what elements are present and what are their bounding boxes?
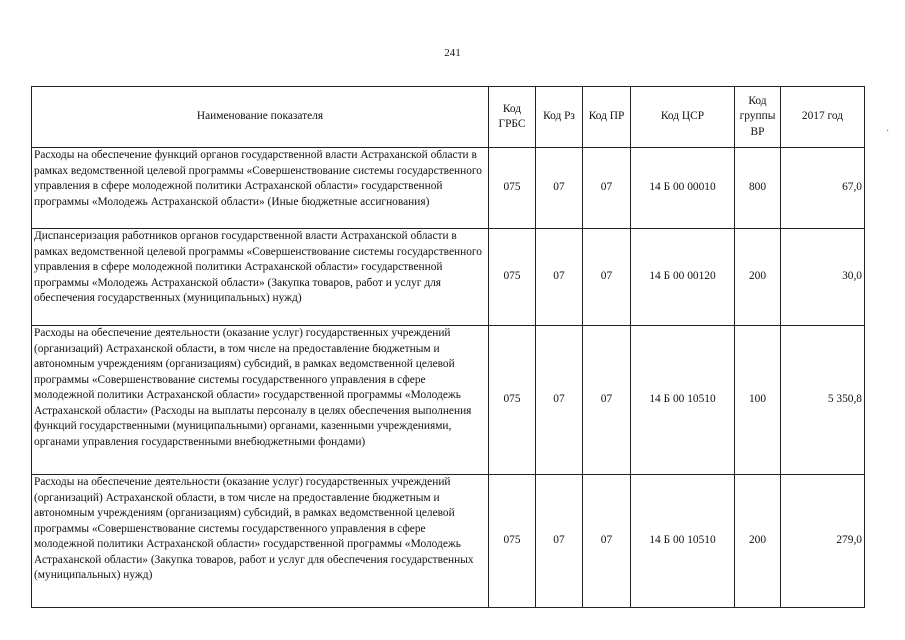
table-header-row [32, 87, 865, 148]
row-rz: 07 [536, 326, 583, 475]
row-amount: 279,0 [781, 475, 865, 608]
row-amount: 30,0 [781, 229, 865, 326]
row-name: Диспансеризация работников органов государственной власти Астраханской области в рамках ведомственной целевой программы «Совершенствование системы государственного управления в сфере молодежной политики Астраханской области» государственной программы «Молодежь Астраханской области» (Закупка товаров, работ и услуг для обеспечения государственных (муниципальных) нужд) [32, 229, 489, 326]
header-pr: Код ПР [583, 87, 631, 148]
header-grbs: Код ГРБС [489, 87, 536, 148]
budget-table [31, 86, 865, 608]
row-csr: 14 Б 00 10510 [631, 326, 735, 475]
row-csr: 14 Б 00 00120 [631, 229, 735, 326]
page-number: 241 [444, 47, 461, 59]
header-vr: Код группы ВР [735, 87, 781, 148]
header-csr: Код ЦСР [631, 87, 735, 148]
table-row [32, 229, 865, 326]
row-grbs: 075 [489, 475, 536, 608]
row-pr: 07 [583, 229, 631, 326]
row-vr: 100 [735, 326, 781, 475]
row-rz: 07 [536, 475, 583, 608]
row-csr: 14 Б 00 00010 [631, 148, 735, 229]
row-vr: 200 [735, 229, 781, 326]
header-year: 2017 год [781, 87, 865, 148]
row-grbs: 075 [489, 148, 536, 229]
row-vr: 200 [735, 475, 781, 608]
row-name: Расходы на обеспечение функций органов государственной власти Астраханской области в рамках ведомственной целевой программы «Совершенствование системы государственного управления в сфере молодежной политики Астраханской области» государственной программы «Молодежь Астраханской области» (Иные бюджетные ассигнования) [32, 148, 489, 229]
row-name: Расходы на обеспечение деятельности (оказание услуг) государственных учреждений (организаций) Астраханской области, в том числе на предоставление бюджетным и автономным учреждениям (организациям) субсидий, в рамках ведомственной целевой программы «Совершенствование системы государственного управления в сфере молодежной политики Астраханской области» государственной программы «Молодежь Астраханской области» (Расходы на выплаты персоналу в целях обеспечения выполнения функций государственными (муниципальными) органами, казенными учреждениями, органами управления государственными внебюджетными фондами) [32, 326, 489, 475]
row-pr: 07 [583, 475, 631, 608]
row-pr: 07 [583, 148, 631, 229]
row-amount: 5 350,8 [781, 326, 865, 475]
header-name: Наименование показателя [32, 87, 489, 148]
row-csr: 14 Б 00 10510 [631, 475, 735, 608]
scan-mark: · [886, 126, 890, 137]
row-vr: 800 [735, 148, 781, 229]
table-row [32, 326, 865, 475]
row-amount: 67,0 [781, 148, 865, 229]
row-grbs: 075 [489, 229, 536, 326]
row-grbs: 075 [489, 326, 536, 475]
header-rz: Код Рз [536, 87, 583, 148]
row-name: Расходы на обеспечение деятельности (оказание услуг) государственных учреждений (организаций) Астраханской области, в том числе на предоставление бюджетным и автономным учреждениям (организациям) субсидий, в рамках ведомственной целевой программы «Совершенствование системы государственного управления в сфере молодежной политики Астраханской области» государственной программы «Молодежь Астраханской области» (Закупка товаров, работ и услуг для обеспечения государственных (муниципальных) нужд) [32, 475, 489, 608]
table-row [32, 475, 865, 608]
table-row [32, 148, 865, 229]
row-rz: 07 [536, 148, 583, 229]
row-pr: 07 [583, 326, 631, 475]
row-rz: 07 [536, 229, 583, 326]
